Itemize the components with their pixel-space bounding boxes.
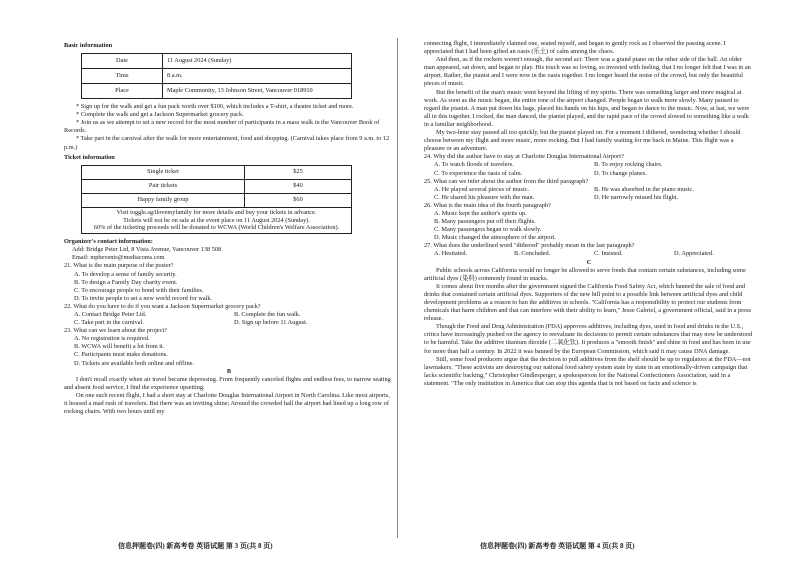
ticket-note: 60% of the ticketing proceeds will be donated to WCWA (World Children's Welfare Association). xyxy=(93,224,340,232)
option: A. No registration is required. xyxy=(74,335,150,343)
page-3-footer: 信息押题卷(四) 新高考卷 英语试题 第 3 页(共 8 页) xyxy=(118,542,273,550)
question-27: 27. What does the underlined word "dithered" probably mean in the last paragraph? xyxy=(424,242,635,250)
option: B. Complete the fun walk. xyxy=(234,310,301,318)
basic-info-heading: Basic information xyxy=(64,42,113,49)
ticket-info-heading: Ticket information xyxy=(64,153,115,161)
page-3-column xyxy=(64,40,394,528)
option: C. Participants must make donations. xyxy=(74,351,168,359)
option: B. WCWA will benefit a lot from it. xyxy=(74,343,165,351)
question-26: 26. What is the main idea of the fourth paragraph? xyxy=(424,201,551,209)
option: D. Sign up before 11 August. xyxy=(234,319,308,327)
option: A. Music kept the author's spirits up. xyxy=(434,209,527,217)
bullet-fun-pack: * Sign up for the walk and get a fun pack worth over $100, which includes a T-shirt, a theatre ticket and more. xyxy=(76,103,354,111)
table-row: Date 11 August 2024 (Sunday) xyxy=(82,54,352,69)
table-row xyxy=(82,207,352,233)
ticket-table xyxy=(81,165,352,234)
table-row: Time 8 a.m. xyxy=(82,69,352,84)
option: D. To invite people to set a new world record for walk. xyxy=(74,294,213,302)
question-22: 22. What do you have to do if you want a Jackson Supermarket grocery pack? xyxy=(64,302,261,310)
option: B. Many passengers put off their flights. xyxy=(434,218,536,226)
option: A. To develop a sense of family security. xyxy=(74,270,177,278)
organizer-heading: Organizer's contact information: xyxy=(64,238,153,246)
table-row: Happy family group $60 xyxy=(82,193,352,207)
option: D. Tickets are available both online and offline. xyxy=(74,359,195,367)
ticket-note: Visit toggle.sg/ilovemyfamily for more details and buy your tickets in advance. xyxy=(116,208,317,216)
organizer-address: Add: Bridge Peter Ltd, 8 Vista Avenue, Vancouver 138 508 xyxy=(72,246,222,254)
option: C. Many passengers began to walk slowly. xyxy=(434,226,542,234)
option: D. Music changed the atmosphere of the airport. xyxy=(434,234,556,242)
option: B. Concluded. xyxy=(514,250,551,258)
option: A. Hesitated. xyxy=(434,250,468,258)
passage-paragraph: It comes about five months after the government signed the California Food Safety Act, which banned the sale of food and drinks that contained certain artificial dyes. Supporters of the new bill point to a possible link between artificial dyes and child development problems as a reason to ban the additives in schools. "California has a responsibility to protect our students from chemicals that harm children and that can interfere with their ability to learn," Jesse Gabriel, a government official, said in a press release. xyxy=(424,282,751,323)
bullet-grocery-pack: * Complete the walk and get a Jackson Supermarket grocery pack. xyxy=(76,111,244,119)
passage-paragraph: I don't recall exactly when air travel became depressing. From frequently canceled flights and endless fees, to narrow seating and absent food service, I find the experience upsetting. xyxy=(64,375,391,391)
passage-paragraph: But the benefit of the man's music went beyond the lifting of my spirits. There was something larger and more magical at work. As soon as the music began, the entire tone of the airport changed. People began to walk more slowly. Many paused to regard the pianist. A man put down his bags, placed his hands on his hips, and began to dance to the music. Now, at last, we were all in this together. I rocked, the man danced, the pianist played, and the rapid pace of the crowd slowed to something like a walk in a familiar neighborhood. xyxy=(424,88,750,128)
option: B. To enjoy rocking chairs. xyxy=(594,161,663,169)
question-21: 21. What is the main purpose of the poster? xyxy=(64,262,174,270)
passage-paragraph: connecting flight, I immediately claimed one, seated myself, and began to gently rock as I observed the passing scene. I appreciated that I had been gifted an oasis (乐土) of calm among the chaos. xyxy=(424,40,726,56)
passage-paragraph: Still, some food producers argue that the decision to pull additives from the shelf should be up to regulators at the FDA—not lawmakers. "These activists are destroying our national food safety system state by state in an emotionally-driven campaign that lacks scientific backing," Christopher Gindlesperger, a spokesperson for the National Confectioners Association, said in a statement. "The only institution in America that can stop this agenda that is not based on facts and science is xyxy=(424,355,751,387)
option: A. Contact Bridge Peter Ltd. xyxy=(74,310,147,318)
option: C. He shared his pleasure with the man. xyxy=(434,193,535,201)
bullet-record: * Join us as we attempt to set a new record for the most number of participants in a mass walk in the Vancouver Book of Records. xyxy=(64,119,380,135)
passage-paragraph: And then, as if the rockers weren't enough, the second act: There was a grand piano on the other side of the hall. An older man appeared, sat down, and began to play. His touch was so loving, so invested with feeling, that I no longer felt that I was in an airport. Rather, the pianist and I were now in the oasis together. I no longer heard the noise of the crowd, but only the beautiful pieces of music. xyxy=(424,56,751,88)
page-4-column xyxy=(424,40,754,528)
option: C. To encourage people to bond with their families. xyxy=(74,286,204,294)
passage-paragraph: Though the Food and Drug Administration (FDA) approves additives, including dyes, used in food and drinks in the U.S., critics have increasingly pushed on the agency to reevaluate its decisions to permit certain substances that may now be understood to be harmful. Take the additive titanium dioxide (二氧化钛). It produces a "smooth finish" and shine in food and has been in use for more than half a century. In 2022 it was banned by the European Commission, which said it may cause DNA damage. xyxy=(424,323,753,355)
basic-info-table xyxy=(81,53,352,99)
option: C. Insisted. xyxy=(594,250,623,258)
ticket-note: Tickets will not be on sale at the event place on 11 August 2024 (Sunday). xyxy=(123,216,310,224)
question-25: 25. What can we infer about the author from the third paragraph? xyxy=(424,177,589,185)
table-row: Single ticket $25 xyxy=(82,165,352,179)
option: A. To watch floods of travelers. xyxy=(434,161,514,169)
passage-paragraph: Public schools across California would no longer be allowed to serve foods that contain certain substances, including some artificial dyes (染料) commonly found in snacks. xyxy=(424,266,746,282)
option: D. To change planes. xyxy=(594,169,647,177)
option: C. To experience the oasis of calm. xyxy=(434,169,523,177)
option: D. Appreciated. xyxy=(674,250,714,258)
option: A. He played several pieces of music. xyxy=(434,185,530,193)
bullet-carnival: * Take part in the carnival after the walk for more entertainment, food and shopping. (Carnival takes place from 9 a.m. to 12 p.m.) xyxy=(64,135,390,151)
page-divider xyxy=(397,38,398,538)
table-row: Pair tickets $40 xyxy=(82,179,352,193)
table-row: Place Maple Community, 13 Johnson Street, Vancouver 018910 xyxy=(82,84,352,99)
option: C. Take part in the carnival. xyxy=(74,319,144,327)
page-4-footer: 信息押题卷(四) 新高考卷 英语试题 第 4 页(共 8 页) xyxy=(480,542,635,550)
option: D. He narrowly missed his flight. xyxy=(594,193,679,201)
passage-paragraph: My two-hour stay passed all too quickly, but the pianist played on. For a moment I dithered, wondering whether I should choose between my flight and more music, more rocking. But I had family waiting for me back in Maine. This flight was a pleasure or an adventure. xyxy=(424,129,741,153)
section-c-label: C xyxy=(586,258,592,266)
section-b-label: B xyxy=(226,367,232,375)
question-23: 23. What can we learn about the project? xyxy=(64,327,168,335)
question-24: 24. Why did the author have to stay at Charlotte Douglas International Airport? xyxy=(424,153,624,161)
organizer-email: Email: mpbevents@mediacoms.com xyxy=(72,254,165,262)
option: B. He was absorbed in the piano music. xyxy=(594,185,694,193)
passage-paragraph: On one such recent flight, I had a short stay at Charlotte Douglas International Airport in North Carolina. Like most airports, it housed a mad rush of travelers. But there was an inviting shine; Around the crowded hall the airport had lined up a long row of rocking chairs. With two hours until my xyxy=(64,391,390,416)
option: B. To design a Family Day charity event. xyxy=(74,278,178,286)
